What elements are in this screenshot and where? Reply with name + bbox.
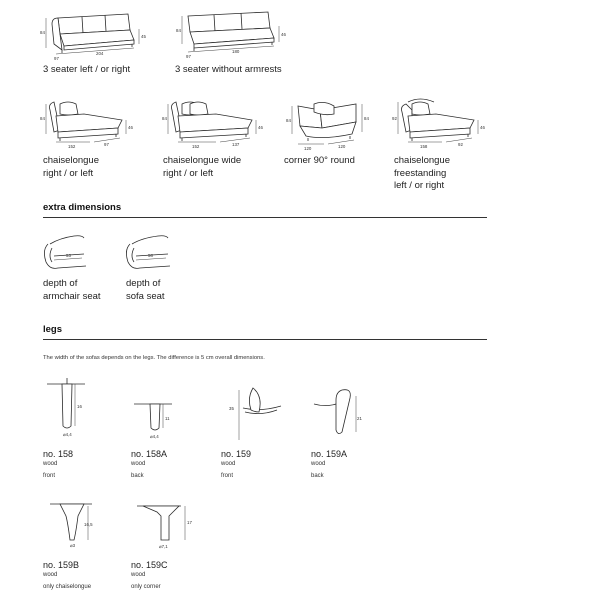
- leg-name: no. 158: [43, 449, 74, 459]
- dim-width: 158: [420, 144, 428, 149]
- caption-line: sofa seat: [126, 290, 165, 302]
- dim-seat-height: 46: [480, 125, 485, 130]
- leg-height: 35: [229, 406, 234, 411]
- extra-dimensions-heading: extra dimensions: [43, 202, 122, 213]
- leg-159b-drawing: [48, 494, 98, 550]
- legs-heading: legs: [43, 324, 63, 335]
- caption-armchair-seat-depth: [43, 278, 101, 303]
- caption-corner-round: [284, 155, 355, 168]
- leg-diameter: ⌀3: [70, 543, 76, 548]
- dim-depth: 97: [54, 56, 59, 61]
- dim-height: 84: [176, 28, 181, 33]
- caption-line: corner 90° round: [284, 155, 355, 166]
- dim-height: 84: [40, 116, 45, 121]
- leg-height: 16,5: [84, 522, 93, 527]
- sofa-3-seater-no-armrests-drawing: [172, 4, 292, 60]
- leg-height: 11: [165, 416, 170, 421]
- caption-line: freestanding: [394, 167, 447, 179]
- dim-depth: 97: [104, 142, 109, 147]
- leg-material: wood: [221, 461, 236, 467]
- leg-158a-drawing: [132, 398, 177, 444]
- dim-height: 84: [286, 118, 291, 123]
- caption-3-seater-no-armrests: [175, 64, 282, 77]
- dim-depth: 137: [232, 142, 240, 147]
- leg-position: front: [43, 473, 56, 479]
- dim-height: 84: [40, 30, 45, 35]
- caption-line: chaiselongue wide: [163, 155, 242, 166]
- dim-height: 92: [392, 116, 397, 121]
- caption-3-seater: [43, 64, 130, 77]
- leg-name: no. 159C: [131, 560, 168, 570]
- caption-line: depth of: [43, 278, 78, 289]
- dim-height-2: 84: [364, 116, 369, 121]
- leg-name: no. 159A: [311, 449, 348, 459]
- leg-159b-label: [43, 560, 91, 591]
- leg-diameter: ⌀4,4: [150, 434, 159, 439]
- leg-name: no. 159: [221, 449, 252, 459]
- caption-chaiselongue-freestanding: [394, 155, 450, 193]
- caption-line: right / or left: [163, 167, 214, 179]
- dim-width: 152: [192, 144, 200, 149]
- leg-name: no. 158A: [131, 449, 168, 459]
- legs-note: The width of the sofas depends on the legs. The difference is 5 cm overall dimensions.: [43, 355, 265, 361]
- leg-diameter: ⌀4,4: [63, 432, 72, 437]
- dim-depth: 92: [458, 142, 463, 147]
- dim-depth: 120: [338, 144, 346, 149]
- dim-seat-height: 46: [128, 125, 133, 130]
- caption-chaiselongue: [43, 155, 99, 180]
- leg-height: 16: [77, 404, 82, 409]
- dim-width: 204: [96, 51, 104, 56]
- leg-position: only chaiselongue: [43, 584, 92, 590]
- caption-line: depth of: [126, 278, 161, 289]
- sofa-seat-depth-drawing: [122, 230, 182, 275]
- dim-width: 180: [232, 49, 240, 54]
- chaiselongue-drawing: [38, 96, 138, 152]
- caption-line: 3 seater without armrests: [175, 64, 282, 75]
- seat-depth-value: 58: [148, 253, 153, 258]
- leg-material: wood: [131, 461, 146, 467]
- caption-line: chaiselongue: [394, 155, 450, 166]
- leg-159a-label: [311, 449, 347, 480]
- dim-width: 120: [304, 146, 312, 151]
- seat-depth-value: 53: [66, 253, 71, 258]
- caption-line: left / or right: [394, 180, 445, 191]
- section-divider: [43, 217, 487, 218]
- leg-position: back: [311, 473, 324, 479]
- leg-159c-drawing: [135, 498, 195, 550]
- leg-height: 17: [187, 520, 192, 525]
- sofa-3-seater-drawing: [38, 4, 158, 60]
- caption-line: chaiselongue: [43, 155, 99, 166]
- dim-height: 84: [162, 116, 167, 121]
- caption-line: armchair seat: [43, 290, 101, 302]
- leg-159c-label: [131, 560, 168, 591]
- leg-158-label: [43, 449, 73, 480]
- leg-material: wood: [311, 461, 326, 467]
- dim-width: 152: [68, 144, 76, 149]
- chaiselongue-wide-drawing: [160, 96, 270, 152]
- leg-159a-drawing: [312, 384, 362, 444]
- caption-chaiselongue-wide: [163, 155, 241, 180]
- leg-position: front: [221, 473, 234, 479]
- leg-material: wood: [131, 572, 146, 578]
- armchair-seat-depth-drawing: [40, 230, 100, 275]
- dim-depth: 97: [186, 54, 191, 59]
- caption-sofa-seat-depth: [126, 278, 165, 303]
- dim-seat-height: 46: [258, 125, 263, 130]
- dim-seat-height: 45: [141, 34, 146, 39]
- caption-line: right / or left: [43, 167, 94, 179]
- leg-158a-label: [131, 449, 167, 480]
- leg-diameter: ⌀7,1: [159, 544, 168, 549]
- leg-158-drawing: [45, 378, 90, 444]
- corner-round-drawing: [284, 98, 374, 152]
- dim-seat-height: 46: [281, 32, 286, 37]
- leg-position: back: [131, 473, 144, 479]
- section-divider: [43, 339, 487, 340]
- leg-159-label: [221, 449, 251, 480]
- leg-position: only corner: [131, 584, 161, 590]
- leg-159-drawing: [225, 382, 285, 444]
- leg-material: wood: [43, 461, 58, 467]
- chaiselongue-freestanding-drawing: [390, 96, 490, 152]
- leg-material: wood: [43, 572, 58, 578]
- leg-height: 21: [357, 416, 362, 421]
- leg-name: no. 159B: [43, 560, 80, 570]
- caption-line: 3 seater left / or right: [43, 64, 131, 75]
